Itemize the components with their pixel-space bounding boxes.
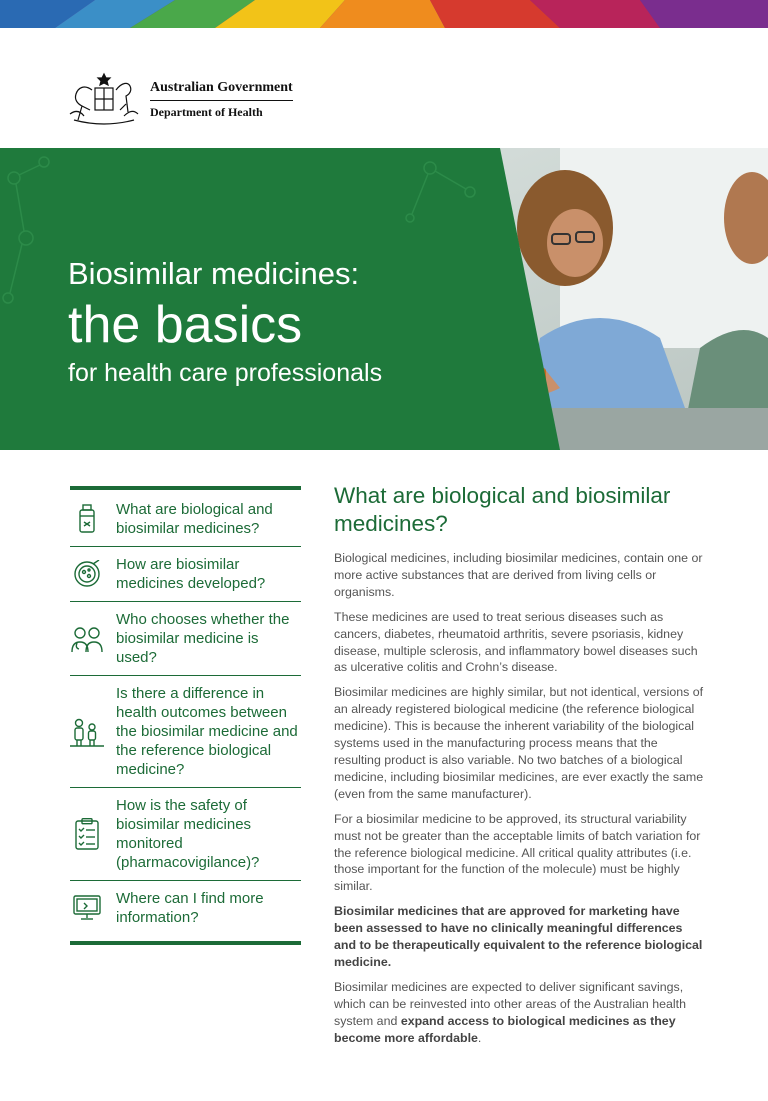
medicine-bottle-icon	[70, 504, 104, 534]
toc-label: Where can I find more information?	[116, 890, 264, 926]
hero-title-line1: Biosimilar medicines:	[68, 256, 360, 291]
toc-item-developed[interactable]	[70, 547, 301, 602]
petri-dish-icon	[70, 560, 104, 588]
hero-title-main: the basics	[68, 296, 303, 354]
table-of-contents	[70, 486, 301, 945]
paragraph-1: Biological medicines, including biosimilar medicines, contain one or more active substances that are derived from living cells or organisms.	[334, 551, 703, 599]
clipboard-checklist-icon	[70, 818, 104, 850]
main-article	[334, 482, 704, 1054]
government-logo	[64, 70, 293, 128]
paragraph-4: For a biosimilar medicine to be approved, its structural variability must not be greater than the acceptable limits of batch variation for the reference biological medicine. All critical quality attributes (i.e. those important for the function of the molecule) must be highly similar.	[334, 811, 701, 894]
doctor-patient-icon	[70, 625, 104, 653]
toc-item-information[interactable]	[70, 881, 301, 941]
toc-label: How is the safety of biosimilar medicines monitored (pharmacovigilance)?	[116, 797, 260, 871]
toc-item-outcomes[interactable]	[70, 676, 301, 788]
government-name: Australian Government	[150, 80, 293, 101]
toc-item-safety[interactable]	[70, 788, 301, 881]
paragraph-6-text: Biosimilar medicines are expected to deliver significant savings, which can be reinvested into other areas of the Australian health system and	[334, 979, 686, 1028]
paragraph-3: Biosimilar medicines are highly similar, but not identical, versions of an already registered biological medicine (the reference biological medicine). This is because the inherent variability of the biological systems used in the manufacturing process means that the resulting product is also variable. No two batches of a biological medicine, including biosimilar medicines, are ever exactly the same (even from the same manufacturer).	[334, 685, 704, 801]
toc-item-who-chooses[interactable]	[70, 602, 301, 676]
toc-item-biological[interactable]	[70, 490, 301, 547]
color-band	[0, 0, 768, 28]
section-heading: What are biological and biosimilar medicines?	[334, 483, 671, 536]
paragraph-6	[334, 979, 704, 1047]
toc-label: Who chooses whether the biosimilar medicine is used?	[116, 611, 290, 666]
toc-label: What are biological and biosimilar medicines?	[116, 501, 273, 537]
paragraph-5-bold: Biosimilar medicines that are approved for marketing have been assessed to have no clinically meaningful differences and to be therapeutically equivalent to the reference biological medicine.	[334, 904, 703, 969]
paragraph-2: These medicines are used to treat serious diseases such as cancers, diabetes, rheumatoid arthritis, severe psoriasis, kidney disease, multiple sclerosis, and inflammatory bowel diseases such as ulcerative colitis and Crohn’s disease.	[334, 609, 698, 675]
computer-monitor-icon	[70, 895, 104, 921]
hero-title-line3: for health care professionals	[68, 359, 383, 387]
hero-banner	[0, 148, 768, 450]
coat-of-arms-icon	[64, 70, 144, 128]
toc-label: Is there a difference in health outcomes between the biosimilar medicine and the reference biological medicine?	[116, 685, 298, 778]
department-name: Department of Health	[150, 104, 263, 119]
toc-label: How are biosimilar medicines developed?	[116, 556, 266, 592]
family-icon	[70, 717, 104, 747]
paragraph-6-bold: expand access to biological medicines as they become more affordable	[334, 1013, 676, 1045]
paragraph-6-end: .	[477, 1030, 482, 1045]
